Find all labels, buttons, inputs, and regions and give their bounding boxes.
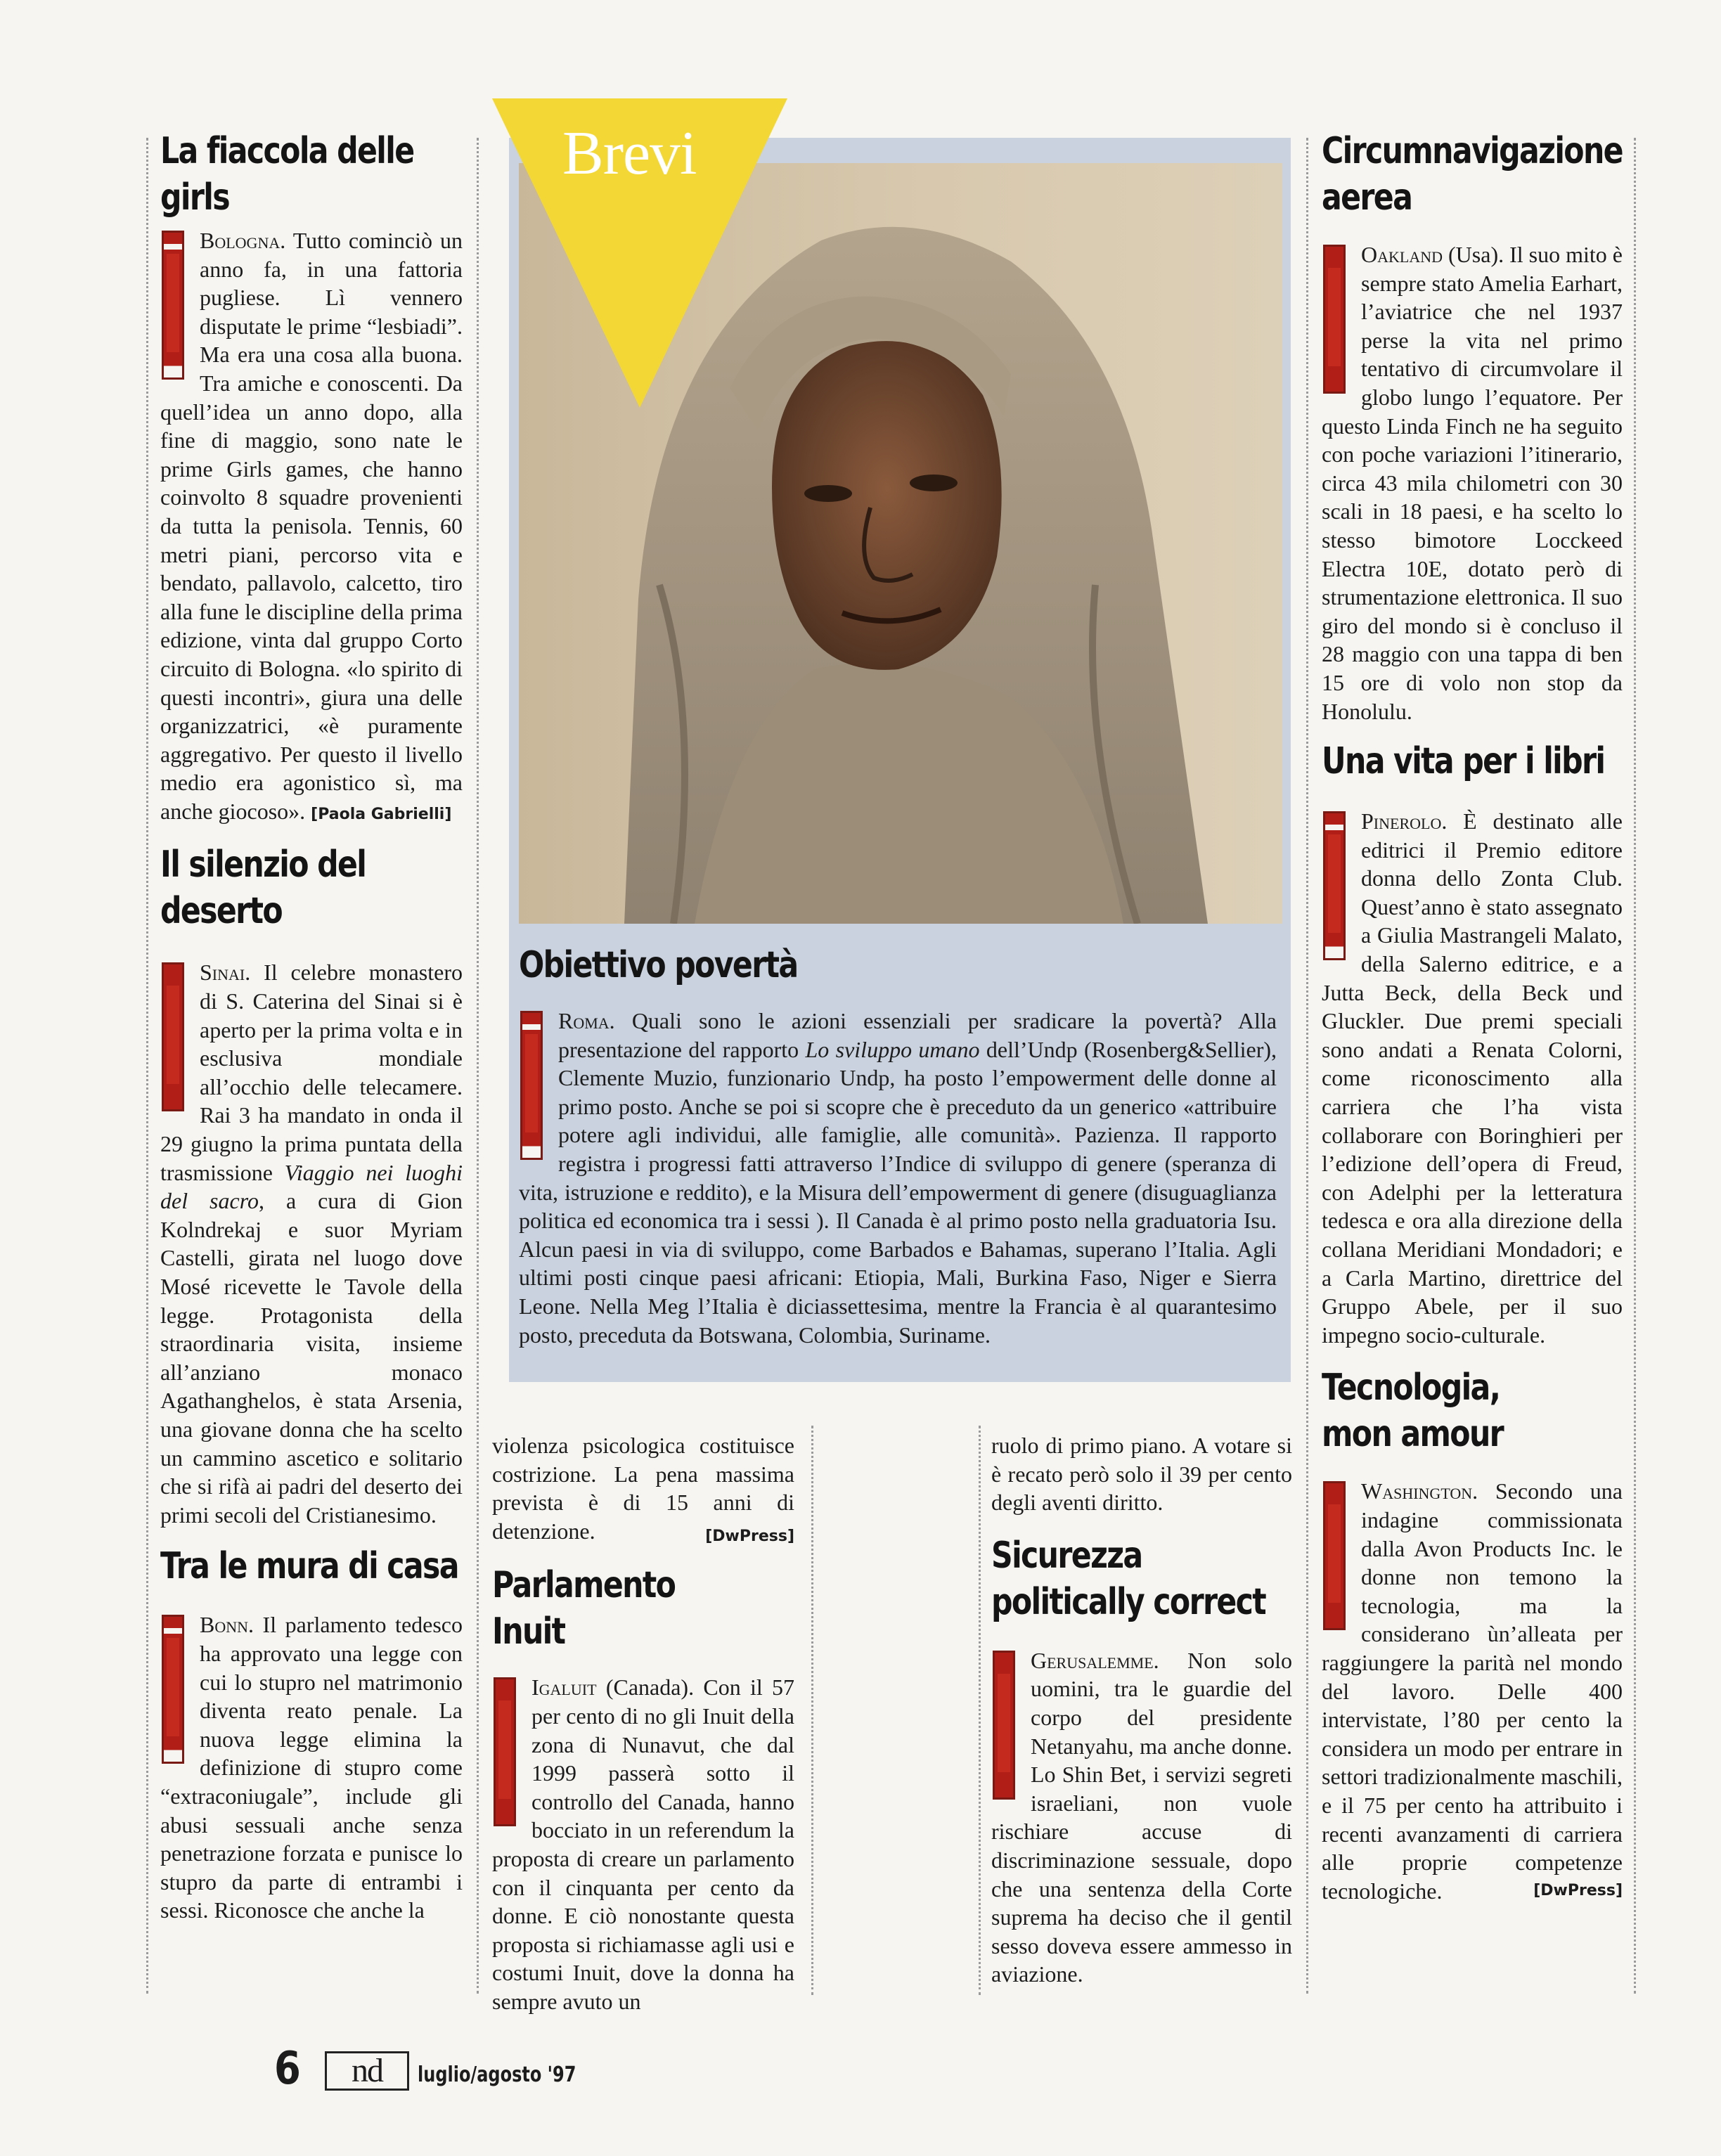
drop-cap-r — [520, 1011, 543, 1160]
headline-libri: Una vita per i libri — [1322, 740, 1605, 783]
text-tecnologia: Secondo una indagine commissionata dalla Avon Products Inc. le donne non temono la tecnologia, ma la considerano ùn’alleata per raggiungere la parità nel mondo del lavoro. Delle 400 intervistate, l’80 per cento la considera un modo per entrare in settori tradizionalmente maschili, e il 75 per cento ha attribuito i recenti avanzamenti di carriera alle proprie competenze tecnologiche. — [1322, 1478, 1623, 1904]
column-2 — [492, 1431, 794, 2016]
headline-mura: Tra le mura di casa — [160, 1545, 458, 1588]
dateline-inuit: Igaluit — [531, 1674, 597, 1700]
dateline-mura: Bonn. — [200, 1612, 254, 1638]
text-silenzio-1: Il celebre monastero di S. Caterina del Sinai si è aperto per la prima volta e in esclusiva mondiale all’occhio delle telecamere. Rai 3 ha mandato in onda il 29 giugno la prima puntata della trasmissione — [160, 960, 463, 1185]
drop-cap-i — [494, 1677, 516, 1826]
dateline-libri: Pinerolo. — [1361, 808, 1448, 834]
headline-tecnologia-1: Tecnologia, — [1322, 1367, 1500, 1409]
column-1 — [160, 128, 463, 1925]
article-circum — [1322, 240, 1623, 725]
text-poverta-1: Quali sono le azioni essenziali per sradicare la povertà? Alla presentazione del rapporto — [558, 1008, 1277, 1062]
continued-mura — [492, 1431, 794, 1545]
headline-inuit: Parlamento Inuit — [492, 1564, 676, 1653]
drop-cap-s — [162, 962, 184, 1111]
article-mura — [160, 1610, 463, 1925]
column-rule-1b — [146, 138, 148, 1994]
page-number: 6 — [274, 2043, 301, 2095]
article-tecnologia — [1322, 1477, 1623, 1905]
article-libri — [1322, 807, 1623, 1349]
text-sicurezza: Non solo uomini, tra le guardie del corpo del presidente Netanyahu, ma anche donne. Lo Shin Bet, i servizi segreti israeliani, non vuole rischiare accuse di discriminazione sessuale, dopo che una sentenza della Corte suprema ha deciso che il gentil sesso doveva essere ammesso in aviazione. — [991, 1647, 1292, 1987]
column-rule-4 — [1306, 138, 1308, 1994]
continued-inuit — [991, 1431, 1292, 1517]
dateline-sicurezza: Gerusalemme. — [1031, 1647, 1159, 1673]
headline-sicurezza-2: politically correct — [991, 1580, 1266, 1623]
dateline-silenzio: Sinai. — [200, 960, 251, 986]
article-inuit — [492, 1673, 794, 2015]
drop-cap-w — [1323, 1481, 1346, 1630]
dateline-poverta: Roma. — [558, 1008, 615, 1033]
text-circum: (Usa). Il suo mito è sempre stato Amelia Earhart, l’aviatrice che nel 1937 perse la vita nel primo tentativo di circumvolare il globo lungo l’equatore. Per questo Linda Finch ne ha seguito con poche variazioni l’itinerario, circa 43 mila chilometri con 30 scali in 18 paesi, e ha scelto lo stesso bimotore Locckeed Electra 10E, dotato però di strumentazione elettronica. Il suo giro del mondo si è concluso il 28 maggio con una tappa di ben 15 ore di volo non stop da Honolulu. — [1322, 242, 1623, 724]
dateline-tecnologia: Washington. — [1361, 1478, 1478, 1504]
drop-cap-o — [1323, 245, 1346, 394]
column-rule-1 — [477, 138, 479, 1994]
text-fiaccola: Tutto cominciò un anno fa, in una fattoria pugliese. Lì vennero disputate le prime “lesbiadi”. Ma era una cosa alla buona. Tra amiche e conoscenti. Da quell’idea un anno dopo, alla fine di maggio, sono nate le prime Girls games, che hanno coinvolto 8 squadre provenienti da tutta la penisola. Tennis, 60 metri piani, percorso vita e bendato, pallavolo, calcetto, tiro alla fune le discipline della prima edizione, vinta dal gruppo Corto circuito di Bologna. «lo spirito di questi incontri», giura una delle organizzatrici, «è puramente aggregativo. Per questo il livello medio era agonistico sì, ma anche giocoso». — [160, 228, 463, 824]
text-inuit: (Canada). Con il 57 per cento di no gli Inuit della zona di Nunavut, che dal 1999 passerà sotto il controllo del Canada, hanno bocciato in un referendum la proposta di creare un parlamento con il cinquanta per cento da donne. E ciò nonostante questa proposta si richiamasse agli usi e costumi Inuit, dove la donna ha sempre avuto un — [492, 1674, 795, 2014]
article-sicurezza — [991, 1646, 1292, 1989]
headline-tecnologia-2: mon amour — [1322, 1413, 1504, 1456]
headline-circum-2: aerea — [1322, 176, 1412, 219]
article-silenzio — [160, 958, 463, 1529]
headline-poverta: Obiettivo povertà — [519, 944, 798, 986]
headline-circum-1: Circumnavigazione — [1322, 130, 1623, 172]
article-poverta — [519, 1007, 1277, 1349]
drop-cap-b — [162, 231, 184, 380]
column-3 — [991, 1431, 1292, 1989]
drop-cap-b-2 — [162, 1615, 184, 1764]
report-title: Lo sviluppo umano — [805, 1036, 980, 1062]
program-title: Viaggio nei luoghi del sacro — [160, 1159, 463, 1214]
text-silenzio-2: , a cura di Gion Kolndrekaj e suor Myriam Castelli, girata nel luogo dove Mosé ricevette le Tavole della legge. Protagonista della straordinaria visita, insieme all’anziano monaco Agathanghelos, è stata Arsenia, una giovane donna che ha scelto un cammino ascetico e solitario che si rifà ai padri del deserto dei primi secoli del Cristianesimo. — [160, 1188, 463, 1528]
headline-fiaccola: La fiaccola delle girls — [160, 130, 414, 219]
credit-fiaccola: [Paola Gabrielli] — [311, 805, 452, 823]
section-label: Brevi — [562, 120, 697, 188]
text-mura-continued: violenza psicologica costituisce costrizione. La pena massima prevista è di 15 anni di detenzione. — [492, 1433, 794, 1544]
drop-cap-g — [993, 1651, 1015, 1800]
headline-sicurezza-1: Sicurezza — [991, 1534, 1142, 1577]
feature-text — [519, 942, 1277, 1349]
headline-silenzio-1: Il silenzio del — [160, 844, 366, 886]
credit-mura: [DwPress] — [705, 1527, 794, 1545]
text-libri: È destinato alle editrici il Premio editore donna dello Zonta Club. Quest’anno è stato assegnato a Giulia Mastrangeli Malato, della Salerno editrice, e a Jutta Beck, della Beck und Gluckler. Due premi speciali sono andati a Renata Colorni, come riconoscimento alla carriera che l’ha vista collaborare con Boringhieri per l’edizione dell’opera di Freud, con Adelphi per la letteratura tedesca e ora alla direzione della collana Meridiani Mondadori; e a Carla Martino, direttrice del Gruppo Abele, per il suo impegno socio-culturale. — [1322, 808, 1623, 1348]
column-rule-2 — [811, 1426, 813, 1995]
article-fiaccola — [160, 226, 463, 829]
text-mura: Il parlamento tedesco ha approvato una legge con cui lo stupro nel matrimonio diventa reato penale. La nuova legge elimina la definizione di stupro come “extraconiugale”, include gli abusi sessuali anche senza penetrazione forzata e punisce lo stupro da parte di entrambi i sessi. Riconosce che anche la — [160, 1612, 463, 1923]
text-poverta-2: dell’Undp (Rosenberg&Sellier), Clemente Muzio, funzionario Undp, ha posto l’empowerment delle donne al primo posto. Anche se poi si scopre che è preceduto da un generico «attribuire potere agli individui, alle famiglie, alle comunità». Pazienza. Il rapporto registra i progressi fatti attraverso l’Indice di sviluppo di genere (speranza di vita, istruzione e reddito), e la Misura dell’empowerment di genere (disuguaglianza politica ed economica tra i sessi ). Il Canada è al primo posto nella graduatoria Isu. Alcun paesi in via di sviluppo, come Barbados e Bahamas, superano l’Italia. Agli ultimi posti cinque paesi africani: Etiopia, Mali, Burkina Faso, Niger e Sierra Leone. Nella Meg l’Italia è diciassettesima, mentre la Francia è al quarantesimo posto, preceduta da Botswana, Colombia, Suriname. — [519, 1036, 1277, 1348]
dateline-fiaccola: Bologna. — [200, 228, 286, 253]
column-rule-3 — [979, 1426, 981, 1995]
column-4 — [1322, 128, 1623, 1905]
headline-silenzio-2: deserto — [160, 890, 282, 933]
issue-date: luglio/agosto '97 — [418, 2063, 576, 2087]
magazine-logo: nd — [325, 2051, 409, 2091]
dateline-circum: Oakland — [1361, 242, 1443, 267]
credit-tecnologia: [DwPress] — [1533, 1881, 1623, 1899]
drop-cap-p — [1323, 811, 1346, 960]
text-inuit-continued: ruolo di primo piano. A votare si è recato però solo il 39 per cento degli aventi diritto. — [991, 1433, 1292, 1516]
column-rule-5 — [1634, 138, 1636, 1994]
